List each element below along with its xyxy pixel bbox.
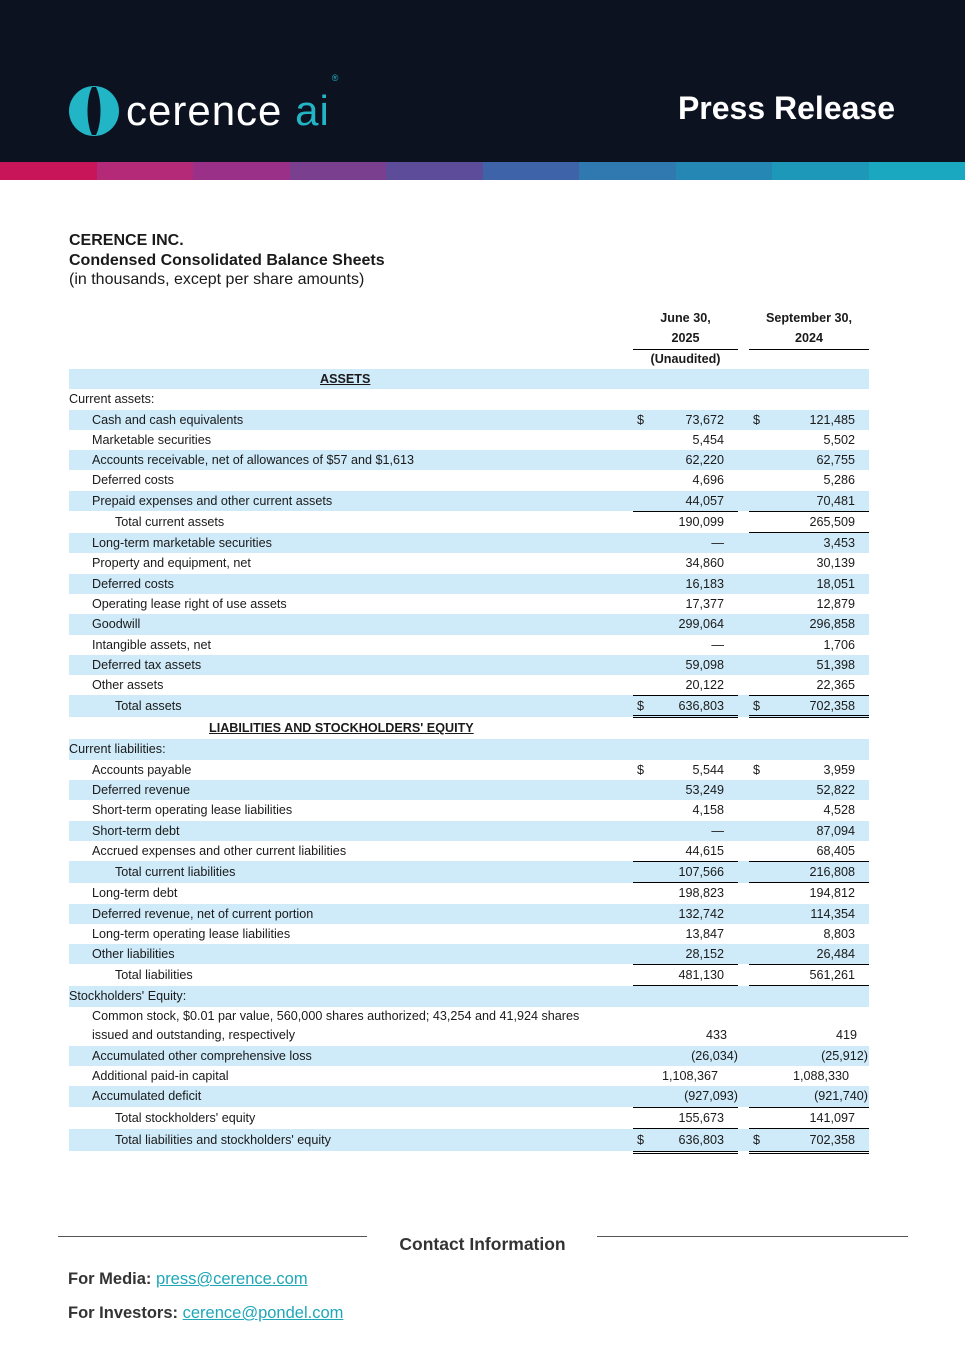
table-row-total: Total current assets 190,099 265,509 xyxy=(69,511,869,533)
table-row: Current liabilities: xyxy=(69,739,869,759)
table-row: Intangible assets, net — 1,706 xyxy=(92,637,855,652)
color-stripe-segment xyxy=(193,162,290,180)
color-stripe-segment xyxy=(290,162,387,180)
table-row: Long-term debt 198,823 194,812 xyxy=(92,886,855,901)
table-row: Long-term marketable securities — 3,453 xyxy=(69,533,869,553)
contact-title: Contact Information xyxy=(399,1234,566,1254)
media-label: For Media: xyxy=(68,1270,152,1288)
table-row: Prepaid expenses and other current assets 44,057 70,481 xyxy=(69,491,869,511)
table-row-total: Total liabilities and stockholders' equity $ 636,803 $ 702,358 xyxy=(69,1129,869,1151)
column-header-june: June 30, 2025 xyxy=(660,311,711,345)
table-row: Current assets: xyxy=(69,392,155,407)
table-row-total: Total stockholders' equity 155,673 141,097 xyxy=(69,1107,869,1129)
investors-label: For Investors: xyxy=(68,1304,179,1322)
logo-wordmark: cerence ai® xyxy=(126,73,340,134)
table-row: Common stock, $0.01 par value, 560,000 shares authorized; 43,254 and 41,924 shares issued and outstanding, respectively 433 419 xyxy=(92,1008,857,1042)
color-stripe-segment xyxy=(579,162,676,180)
table-row: Deferred costs 4,696 5,286 xyxy=(92,473,855,488)
table-row-total: Total assets $ 636,803 $ 702,358 xyxy=(69,695,869,717)
cerence-logo-mark-icon xyxy=(68,85,120,137)
table-row: Cash and cash equivalents $ 73,672 $ 121,485 xyxy=(69,410,869,430)
press-header xyxy=(0,0,965,162)
table-row: Property and equipment, net 34,860 30,139 xyxy=(92,556,855,571)
color-stripe-segment xyxy=(483,162,580,180)
section-assets: ASSETS xyxy=(69,369,869,389)
table-row: Deferred tax assets 59,098 51,398 xyxy=(69,655,869,675)
table-row: Accrued expenses and other current liabilities 44,615 68,405 xyxy=(92,843,855,858)
column-header-september: September 30, 2024 xyxy=(765,311,853,345)
page-title: Press Release xyxy=(677,90,895,126)
table-row: Short-term operating lease liabilities 4,158 4,528 xyxy=(92,803,855,818)
contact-media xyxy=(68,1270,308,1289)
table-row: Deferred revenue, net of current portion 132,742 114,354 xyxy=(69,904,869,924)
unaudited-note: (Unaudited) xyxy=(650,352,721,366)
table-row: Other assets 20,122 22,365 xyxy=(92,678,855,693)
contact-divider-right xyxy=(597,1236,908,1237)
contact-investors xyxy=(68,1304,343,1323)
color-stripe-segment xyxy=(772,162,869,180)
table-row: Other liabilities 28,152 26,484 xyxy=(69,944,869,964)
section-liabilities-equity: LIABILITIES AND STOCKHOLDERS' EQUITY xyxy=(209,721,474,736)
statement-units: (in thousands, except per share amounts) xyxy=(69,271,365,288)
table-row: Long-term operating lease liabilities 13,847 8,803 xyxy=(92,926,855,941)
table-row: Additional paid-in capital 1,108,367 1,088,330 xyxy=(92,1069,849,1084)
color-stripe-segment xyxy=(97,162,194,180)
table-row: Accumulated other comprehensive loss (26,034) (25,912) xyxy=(69,1046,869,1066)
table-row-total: Total current liabilities 107,566 216,808 xyxy=(69,861,869,883)
table-row: Stockholders' Equity: xyxy=(69,986,869,1006)
media-email-link[interactable]: press@cerence.com xyxy=(156,1270,308,1288)
table-row: Accumulated deficit (927,093) (921,740) xyxy=(69,1086,869,1106)
color-stripe-segment xyxy=(869,162,965,180)
table-row: Deferred revenue 53,249 52,822 xyxy=(69,780,869,800)
investors-email-link[interactable]: cerence@pondel.com xyxy=(182,1304,344,1322)
color-stripe-segment xyxy=(0,162,97,180)
color-stripe-segment xyxy=(676,162,773,180)
cerence-logo xyxy=(68,73,340,138)
color-stripe-segment xyxy=(386,162,483,180)
table-row: Marketable securities 5,454 5,502 xyxy=(92,432,855,447)
table-row-total: Total liabilities 481,130 561,261 xyxy=(69,964,869,986)
table-row: Short-term debt — 87,094 xyxy=(69,821,869,841)
balance-sheet-rows xyxy=(69,369,869,1151)
statement-heading xyxy=(69,231,385,290)
table-row: Accounts receivable, net of allowances of $57 and $1,613 62,220 62,755 xyxy=(69,450,869,470)
color-stripe xyxy=(0,162,965,180)
table-row: Deferred costs 16,183 18,051 xyxy=(69,574,869,594)
statement-title: Condensed Consolidated Balance Sheets xyxy=(69,251,385,269)
company-name: CERENCE INC. xyxy=(69,232,184,249)
table-row: Operating lease right of use assets 17,377 12,879 xyxy=(92,596,855,611)
header-rule-september xyxy=(749,349,869,350)
table-row: Goodwill 299,064 296,858 xyxy=(69,614,869,634)
table-row: Accounts payable $ 5,544 $ 3,959 xyxy=(92,762,855,777)
